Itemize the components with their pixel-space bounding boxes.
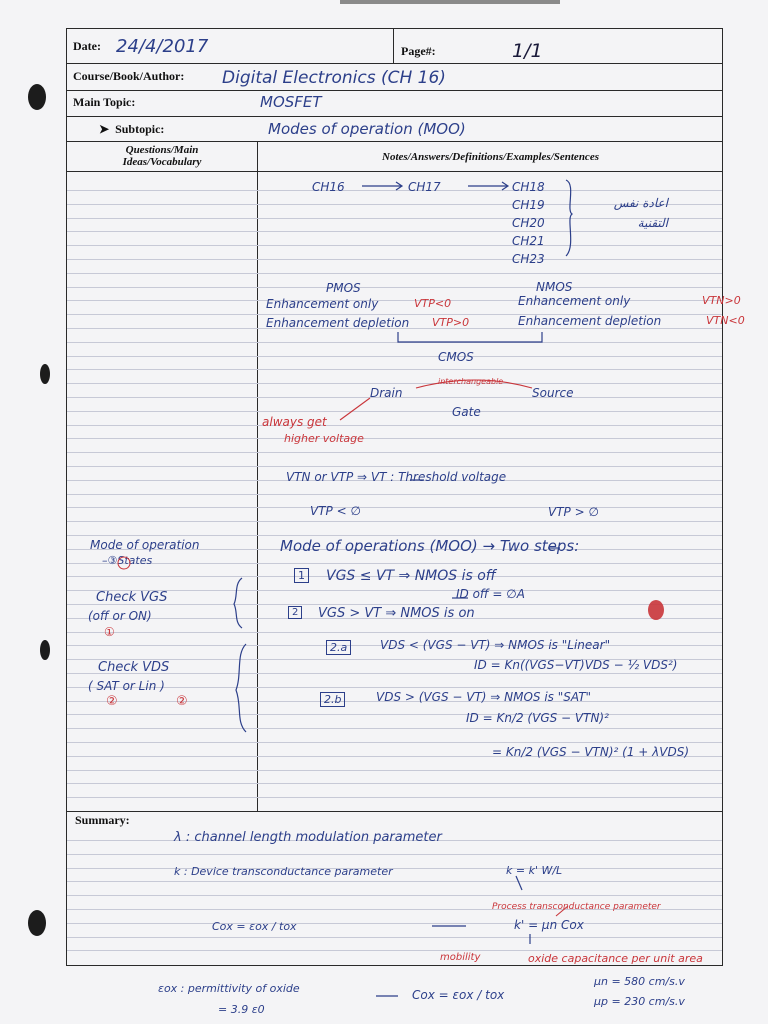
gate-label: Gate bbox=[452, 405, 481, 419]
ink-blot bbox=[648, 600, 664, 620]
nmos-enh-dep: Enhancement depletion bbox=[518, 314, 662, 328]
arabic-note: اعادة نفس التقنية bbox=[613, 196, 668, 230]
brace-check-vds bbox=[236, 644, 246, 732]
arrow-ch17-ch18 bbox=[468, 182, 508, 190]
summary-lambda: λ : channel length modulation parameter bbox=[174, 830, 442, 845]
step2b-current: ID = Kn/2 (VGS − VTN)² bbox=[466, 711, 609, 725]
left-column-header: Questions/Main Ideas/Vocabulary bbox=[122, 144, 202, 168]
left-check-vgs-range: (off or ON) bbox=[88, 609, 152, 623]
nmos-enh-only: Enhancement only bbox=[518, 294, 631, 308]
source-label: Source bbox=[532, 386, 574, 400]
left-check-vds-range: ( SAT or Lin ) bbox=[88, 679, 165, 693]
summary-mobility: mobility bbox=[440, 952, 481, 963]
summary-mobility-p: μp = 230 cm/s.v bbox=[594, 995, 685, 1008]
pmos-enh-dep: Enhancement depletion bbox=[266, 316, 410, 330]
pmos-title: PMOS bbox=[326, 281, 361, 295]
higher-voltage-note: higher voltage bbox=[284, 432, 364, 445]
page-value: 1/1 bbox=[512, 40, 543, 62]
summary-mobility-n: μn = 580 cm/s.v bbox=[594, 975, 685, 988]
summary-cox: Cox = εox / tox bbox=[212, 920, 297, 933]
step2-number: 2 bbox=[288, 606, 302, 619]
arrow-interchange bbox=[416, 380, 532, 388]
page-label: Page#: bbox=[401, 44, 436, 58]
arrow-k-up bbox=[516, 876, 522, 890]
summary-eox: εox : permittivity of oxide bbox=[158, 982, 300, 995]
step2b-tag: 2.b bbox=[320, 692, 345, 707]
interchangeable-note: interchangeable bbox=[438, 377, 504, 386]
left-moo: Mode of operation bbox=[90, 538, 200, 552]
bullet-arrow-icon: ➤ bbox=[99, 122, 116, 136]
arrow-higher-voltage bbox=[340, 398, 370, 420]
date-value: 24/4/2017 bbox=[116, 36, 209, 57]
always-get-note: always get bbox=[262, 415, 327, 429]
step2b-condition: VDS > (VGS − VT) ⇒ NMOS is "SAT" bbox=[376, 690, 592, 704]
right-column-header: Notes/Answers/Definitions/Examples/Sentences bbox=[382, 151, 599, 163]
summary-k-prime: k' = μn Cox bbox=[514, 918, 584, 932]
summary-label: Summary: bbox=[75, 813, 130, 827]
arrow-process bbox=[556, 906, 568, 916]
chapter-item: CH20 bbox=[512, 216, 545, 230]
summary-k-formula: k = k' W/L bbox=[506, 864, 563, 877]
cmos-label: CMOS bbox=[438, 350, 474, 364]
date-label: Date: bbox=[73, 39, 101, 53]
summary-oxide-cap: oxide capacitance per unit area bbox=[528, 952, 703, 965]
step2a-tag: 2.a bbox=[326, 640, 351, 655]
nmos-enh-only-cond: VTN>0 bbox=[702, 294, 741, 307]
arrow-ch16-ch17 bbox=[362, 182, 402, 190]
brace-check-vgs bbox=[234, 578, 242, 628]
topic-label: Main Topic: bbox=[73, 95, 136, 109]
chapter-item: CH18 bbox=[512, 180, 545, 194]
threshold-line: VTN or VTP ⇒ VT : Threshold voltage bbox=[286, 470, 507, 484]
step2b-current-clm: = Kn/2 (VGS − VTN)² (1 + λVDS) bbox=[492, 745, 689, 759]
step1-current: ID off = ∅A bbox=[456, 587, 525, 601]
left-check-vds-number-a: ② bbox=[106, 694, 118, 709]
step2-condition: VGS > VT ⇒ NMOS is on bbox=[318, 606, 475, 621]
left-check-vds: Check VDS bbox=[98, 660, 170, 675]
left-check-vgs-number: ① bbox=[104, 625, 115, 639]
summary-process-note: Process transconductance parameter bbox=[492, 902, 661, 912]
moo-title: Mode of operations (MOO) → Two steps: bbox=[280, 537, 580, 555]
chapter-item: CH21 bbox=[512, 234, 545, 248]
summary-cox-repeat: Cox = εox / tox bbox=[412, 988, 505, 1002]
course-label: Course/Book/Author: bbox=[73, 69, 185, 83]
left-moo-states: –③States bbox=[102, 554, 153, 567]
topic-value: MOSFET bbox=[260, 93, 322, 111]
vtp-positive: VTP > ∅ bbox=[548, 505, 599, 519]
left-check-vgs: Check VGS bbox=[96, 590, 168, 605]
moo-circle-3 bbox=[118, 557, 130, 569]
drain-label: Drain bbox=[370, 386, 403, 400]
nmos-enh-dep-cond: VTN<0 bbox=[706, 314, 745, 327]
nmos-title: NMOS bbox=[536, 280, 573, 294]
brace-pmos-nmos bbox=[398, 332, 542, 342]
summary-eox-value: = 3.9 ε0 bbox=[218, 1003, 265, 1016]
brace-chapters bbox=[566, 180, 572, 256]
left-check-vds-number-b: ② bbox=[176, 694, 188, 709]
step1-condition: VGS ≤ VT ⇒ NMOS is off bbox=[326, 568, 496, 584]
pmos-enh-only: Enhancement only bbox=[266, 297, 379, 311]
summary-k: k : Device transconductance parameter bbox=[174, 865, 393, 878]
subtopic-value: Modes of operation (MOO) bbox=[268, 120, 466, 138]
step2a-condition: VDS < (VGS − VT) ⇒ NMOS is "Linear" bbox=[380, 638, 611, 652]
pmos-enh-dep-cond: VTP>0 bbox=[432, 316, 470, 329]
subtopic-label: ➤ Subtopic: bbox=[99, 122, 165, 136]
step1-number: 1 bbox=[294, 568, 309, 583]
vtp-negative: VTP < ∅ bbox=[310, 504, 361, 518]
pmos-enh-only-cond: VTP<0 bbox=[414, 297, 452, 310]
chapter-ch16: CH16 bbox=[312, 180, 345, 194]
step2a-current: ID = Kn((VGS−VT)VDS − ½ VDS²) bbox=[474, 658, 678, 672]
course-value: Digital Electronics (CH 16) bbox=[222, 68, 446, 88]
chapter-ch17: CH17 bbox=[408, 180, 441, 194]
chapter-item: CH19 bbox=[512, 198, 545, 212]
chapter-item: CH23 bbox=[512, 252, 545, 266]
